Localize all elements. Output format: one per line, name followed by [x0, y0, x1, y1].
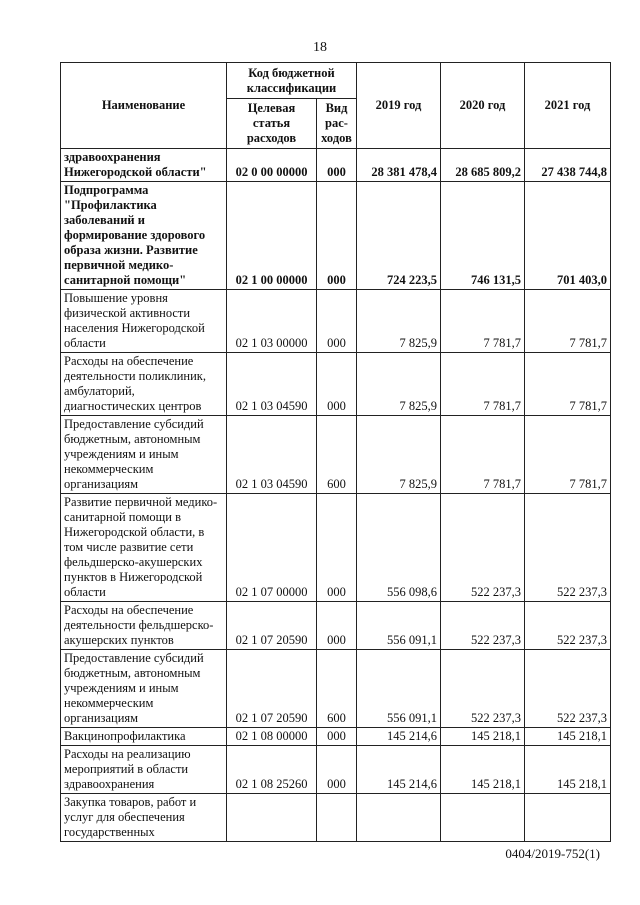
row-kind: 000 — [317, 353, 357, 416]
row-2019: 145 214,6 — [357, 746, 441, 794]
document-id: 0404/2019-752(1) — [505, 846, 600, 861]
table-row — [61, 602, 611, 650]
row-2019: 556 098,6 — [357, 494, 441, 602]
row-2019: 7 825,9 — [357, 353, 441, 416]
row-kind: 000 — [317, 728, 357, 746]
header-2019: 2019 год — [357, 63, 441, 149]
row-kind — [317, 794, 357, 842]
row-2021: 7 781,7 — [525, 353, 611, 416]
row-code: 02 1 03 00000 — [227, 290, 317, 353]
row-name: Подпрограмма "Профилактика заболеваний и формирование здорового образа жизни. Развитие первичной медико-санитарной помощи" — [61, 182, 227, 290]
row-2020: 746 131,5 — [441, 182, 525, 290]
table-row — [61, 290, 611, 353]
row-2021: 7 781,7 — [525, 416, 611, 494]
row-2021: 522 237,3 — [525, 650, 611, 728]
row-code: 02 1 08 00000 — [227, 728, 317, 746]
row-name: Расходы на обеспечение деятельности поликлиник, амбулаторий, диагностических центров — [61, 353, 227, 416]
row-name: Вакцинопрофилактика — [61, 728, 227, 746]
row-name: Предоставление субсидий бюджетным, автономным учреждениям и иным некоммерческим организациям — [61, 416, 227, 494]
table-row — [61, 149, 611, 182]
row-code — [227, 794, 317, 842]
row-name: Предоставление субсидий бюджетным, автономным учреждениям и иным некоммерческим организациям — [61, 650, 227, 728]
row-2021: 145 218,1 — [525, 746, 611, 794]
row-code: 02 1 07 20590 — [227, 650, 317, 728]
header-code-group: Код бюджетной классификации — [227, 63, 357, 99]
row-name: здравоохранения Нижегородской области" — [61, 149, 227, 182]
header-name: Наименование — [61, 63, 227, 149]
row-name: Повышение уровня физической активности населения Нижегородской области — [61, 290, 227, 353]
row-kind: 000 — [317, 602, 357, 650]
row-name: Расходы на реализацию мероприятий в области здравоохранения — [61, 746, 227, 794]
row-2019: 7 825,9 — [357, 416, 441, 494]
table-row — [61, 794, 611, 842]
row-2019 — [357, 794, 441, 842]
row-name: Расходы на обеспечение деятельности фельдшерско-акушерских пунктов — [61, 602, 227, 650]
header-2021: 2021 год — [525, 63, 611, 149]
row-code: 02 1 08 25260 — [227, 746, 317, 794]
row-2019: 7 825,9 — [357, 290, 441, 353]
row-2020: 145 218,1 — [441, 728, 525, 746]
row-kind: 000 — [317, 494, 357, 602]
row-code: 02 1 00 00000 — [227, 182, 317, 290]
row-2021: 522 237,3 — [525, 602, 611, 650]
row-name: Развитие первичной медико-санитарной помощи в Нижегородской области, в том числе развитие сети фельдшерско-акушерских пунктов в Нижегородской области — [61, 494, 227, 602]
row-2020: 7 781,7 — [441, 353, 525, 416]
row-2020: 522 237,3 — [441, 494, 525, 602]
table-row — [61, 650, 611, 728]
row-code: 02 1 07 00000 — [227, 494, 317, 602]
row-2019: 556 091,1 — [357, 602, 441, 650]
header-2020: 2020 год — [441, 63, 525, 149]
row-2021 — [525, 794, 611, 842]
row-name: Закупка товаров, работ и услуг для обеспечения государственных — [61, 794, 227, 842]
table-row — [61, 728, 611, 746]
row-code: 02 1 03 04590 — [227, 416, 317, 494]
row-2020: 522 237,3 — [441, 650, 525, 728]
row-code: 02 0 00 00000 — [227, 149, 317, 182]
row-2021: 7 781,7 — [525, 290, 611, 353]
table-row — [61, 746, 611, 794]
table-row — [61, 182, 611, 290]
header-target-article: Целевая статья расходов — [227, 99, 317, 149]
row-2019: 556 091,1 — [357, 650, 441, 728]
table-row — [61, 416, 611, 494]
row-2020 — [441, 794, 525, 842]
header-expense-type: Вид рас-ходов — [317, 99, 357, 149]
row-2020: 145 218,1 — [441, 746, 525, 794]
row-kind: 000 — [317, 182, 357, 290]
row-2020: 28 685 809,2 — [441, 149, 525, 182]
row-code: 02 1 07 20590 — [227, 602, 317, 650]
budget-table — [60, 62, 611, 842]
row-2020: 7 781,7 — [441, 416, 525, 494]
row-2019: 724 223,5 — [357, 182, 441, 290]
row-2021: 145 218,1 — [525, 728, 611, 746]
row-2021: 27 438 744,8 — [525, 149, 611, 182]
row-2020: 522 237,3 — [441, 602, 525, 650]
row-2020: 7 781,7 — [441, 290, 525, 353]
row-2019: 145 214,6 — [357, 728, 441, 746]
table-row — [61, 494, 611, 602]
row-kind: 000 — [317, 746, 357, 794]
row-kind: 000 — [317, 290, 357, 353]
page-number: 18 — [313, 40, 327, 55]
table-row — [61, 353, 611, 416]
row-kind: 600 — [317, 416, 357, 494]
row-2021: 522 237,3 — [525, 494, 611, 602]
row-2019: 28 381 478,4 — [357, 149, 441, 182]
row-code: 02 1 03 04590 — [227, 353, 317, 416]
row-kind: 600 — [317, 650, 357, 728]
row-kind: 000 — [317, 149, 357, 182]
row-2021: 701 403,0 — [525, 182, 611, 290]
